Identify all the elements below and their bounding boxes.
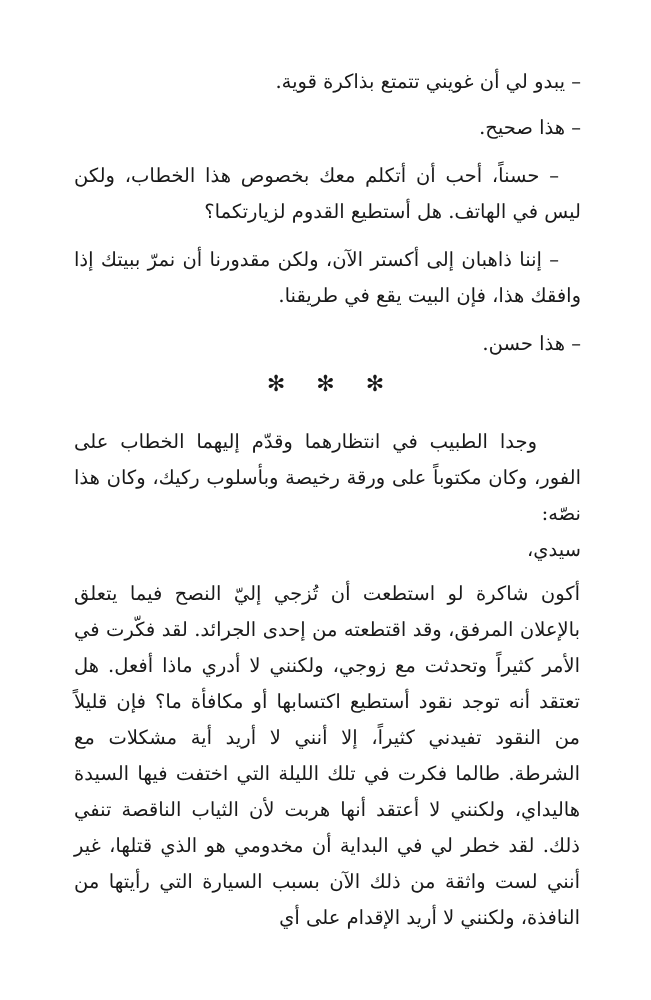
asterism-icon: ✻ [266, 372, 286, 397]
section-separator [0, 372, 651, 397]
dialogue-line: – هذا صحيح. [479, 116, 581, 139]
dialogue-line: – هذا حسن. [482, 332, 581, 355]
dialogue-line: – إننا ذاهبان إلى أكستر الآن، ولكن مقدورنا أن نمرّ ببيتك إذا وافقك هذا، فإن البيت يقع في طريقنا. [74, 248, 581, 307]
dialogue-line: – يبدو لي أن غويني تتمتع بذاكرة قوية. [275, 70, 581, 93]
letter-body: أكون شاكرة لو استطعت أن تُزجي إليّ النصح فيما يتعلق بالإعلان المرفق، وقد اقتطعته من إحدى الجرائد. لقد فكّرت في الأمر كثيراً وتحدثت مع زوجي، ولكنني لا أدري ماذا أفعل. هل تعتقد أنه توجد نقود أستطيع اكتسابها أو مكافأة ما؟ فإن قليلاً من النقود تفيدني كثيراً، إلا أنني لا أريد أية مشكلات مع الشرطة. طالما فكرت في تلك الليلة التي اختفت فيها السيدة هاليداي، ولكنني لا أعتقد أنها هربت لأن الثياب الناقصة تنفي ذلك. لقد خطر لي في البداية أن مخدومي هو الذي قتلها، غير أنني لست واثقة من ذلك الآن بسبب السيارة التي رأيتها من النافذة، ولكنني لا أريد الإقدام على أي [74, 582, 580, 929]
asterism-icon: ✻ [365, 372, 385, 397]
letter-salutation: سيدي، [526, 538, 581, 561]
narration-paragraph: وجدا الطبيب في انتظارهما وقدّم إليهما الخطاب على الفور، وكان مكتوباً على ورقة رخيصة وبأسلوب ركيك، وكان هذا نصّه: [74, 430, 581, 525]
dialogue-line: – حسناً، أحب أن أتكلم معك بخصوص هذا الخطاب، ولكن ليس في الهاتف. هل أستطيع القدوم لزيارتكما؟ [74, 164, 581, 223]
asterism-icon: ✻ [316, 372, 335, 397]
